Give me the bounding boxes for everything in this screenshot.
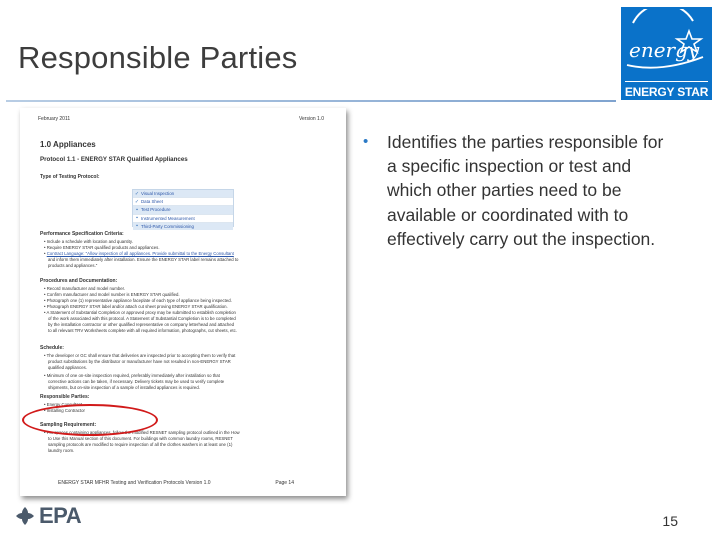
list-item: • Confirm manufacturer and model number is ENERGY STAR qualified.: [44, 292, 180, 297]
list-item: to Use this Manual section of this document. For buildings with common laundry rooms, RESNET: [48, 436, 233, 441]
checklist-row: ✓ Data Sheet: [133, 198, 233, 206]
doc-protocol-title: Protocol 1.1 - ENERGY STAR Qualified Appliances: [40, 156, 188, 163]
epa-flower-icon: [14, 505, 36, 527]
doc-testing-checklist: [132, 189, 234, 230]
doc-resp-label: Responsible Parties:: [40, 394, 90, 400]
list-item: corrective actions can be taken, if necessary. Delivery tickets may be used to verify complete: [48, 379, 225, 384]
doc-sched-label: Schedule:: [40, 345, 64, 351]
highlight-ellipse: [22, 404, 158, 436]
list-item: and inform them immediately after installation. Ensure the ENERGY STAR label remains attached to: [48, 257, 239, 262]
doc-sampling-label: Sampling Requirement:: [40, 422, 97, 428]
doc-testing-type-label: Type of Testing Protocol:: [40, 174, 100, 180]
energy-star-script-icon: [621, 9, 712, 81]
checklist-row: ▪ Test Procedure: [133, 206, 233, 214]
doc-header-left: February 2011: [38, 116, 71, 122]
list-item: • Energy Consultant: [44, 402, 83, 407]
epa-logo: [14, 503, 81, 529]
list-item: shipments, but on-site inspection of a sample of installed appliances is required.: [48, 385, 200, 390]
checklist-row: ▪ Instrumented Measurement: [133, 215, 233, 223]
bullet-icon: •: [363, 133, 369, 150]
list-item: • For spaces containing appliances, follow the modified RESNET sampling protocol outlined in the How: [44, 430, 240, 435]
epa-text: EPA: [39, 503, 82, 528]
list-item: to all relevant TRV Worksheets complete with all required information, photographs, cut sheets, etc.: [48, 328, 237, 333]
svg-text:energy: energy: [629, 38, 700, 62]
energy-star-label: ENERGY STAR: [624, 85, 709, 99]
page-number: 15: [662, 513, 678, 529]
list-item: • Contract Language: "Allow inspection of all appliances. Provide submittal to the Energy Consultant: [44, 251, 234, 256]
protocol-document-image: [20, 108, 346, 496]
list-item: • A Statement of Substantial Completion or approved proxy may be submitted to establish completion: [44, 310, 236, 315]
list-item: products and appliances.": [48, 263, 98, 268]
checklist-row: ▪ Third-Party Commissioning: [133, 223, 233, 230]
list-item: • Photograph ENERGY STAR label and/or attach cut sheet proving ENERGY STAR qualification.: [44, 304, 228, 309]
bullet-list: [363, 130, 673, 251]
list-item: product substitutions by the distributor or manufacturer have not resulted in non-ENERGY STAR: [48, 359, 231, 364]
list-item: • Include a schedule with location and quantity.: [44, 239, 133, 244]
list-item: • Installing Contractor: [44, 408, 85, 413]
slide-title: Responsible Parties: [18, 40, 298, 75]
list-item: by the installation contractor or other qualified representative on company letterhead and attached: [48, 322, 235, 327]
doc-header-right: Version 1.0: [298, 116, 324, 122]
checklist-row: ✓ Visual Inspection: [133, 190, 233, 198]
list-item: • Minimum of one on-site inspection required, preferably immediately after installation so that: [44, 373, 220, 378]
list-item: laundry room.: [48, 448, 75, 453]
doc-heading: 1.0 Appliances: [40, 140, 96, 149]
doc-perf-label: Performance Specification Criteria:: [40, 231, 124, 237]
doc-proc-label: Procedures and Documentation:: [40, 278, 118, 284]
doc-footer-left: ENERGY STAR MFHR Testing and Verification Protocols Version 1.0: [58, 480, 211, 486]
list-item: of the work associated with this protocol. A Statement of Substantial Completion is to be completed: [48, 316, 236, 321]
list-item: • The developer or GC shall ensure that deliveries are inspected prior to accepting them to verify that: [44, 353, 236, 358]
list-item: sampling protocols are modified to require inspection of all the clothes washers in at least one (1): [48, 442, 233, 447]
title-divider: [6, 100, 616, 102]
list-item: • Record manufacturer and model number.: [44, 286, 126, 291]
list-item: • Photograph one (1) representative appliance faceplate of each type of appliance being inspected.: [44, 298, 232, 303]
list-item: • Require ENERGY STAR qualified products and appliances.: [44, 245, 160, 250]
doc-footer-right: Page 14: [275, 480, 294, 486]
energy-star-logo: [619, 5, 714, 102]
logo-divider: [625, 81, 708, 82]
list-item: qualified appliances.: [48, 365, 87, 370]
bullet-text: Identifies the parties responsible for a specific inspection or test and which other parties need to be available or coordinated with to effectively carry out the inspection.: [387, 132, 664, 249]
